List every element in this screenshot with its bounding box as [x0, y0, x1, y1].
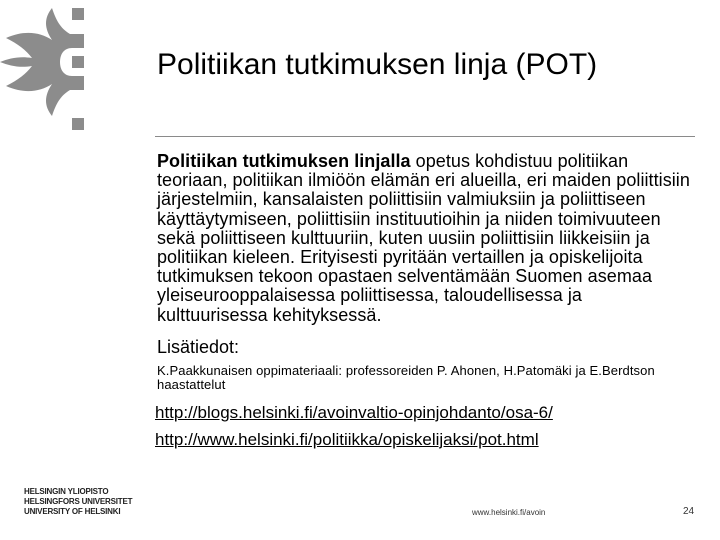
- pot-page-link[interactable]: http://www.helsinki.fi/politiikka/opiskelijaksi/pot.html: [155, 430, 539, 449]
- page-number: 24: [683, 506, 695, 517]
- university-logo-icon: [0, 0, 110, 145]
- reference-note: K.Paakkunaisen oppimateriaali: professoreiden P. Ahonen, H.Patomäki ja E.Berdtson haastattelut: [157, 363, 655, 392]
- slide-title: Politiikan tutkimuksen linja (POT): [157, 48, 598, 81]
- blog-link[interactable]: http://blogs.helsinki.fi/avoinvaltio-opinjohdanto/osa-6/: [155, 403, 553, 422]
- footer-url: www.helsinki.fi/avoin: [472, 508, 546, 517]
- university-name-fi: HELSINGIN YLIOPISTO: [24, 487, 109, 496]
- body-paragraph: opetus kohdistuu politiikan teoriaan, politiikan ilmiöön elämän eri alueilla, eri maiden poliittisiin järjestelmiin, kansalaisten poliittisiin valmiuksiin ja poliittiseen käyttäytymiseen, poliittisiin instituutioihin ja niiden toimivuuteen sekä poliittiseen kulttuuriin, kuten uusiin poliittisiin liikkeisiin ja politiikan kieleen. Erityisesti pyritään vertaillen ja opiskelijoita tutkimuksen tekoon opastaen selventämään Suomen asemaa yleiseurooppalaisessa poliittisessa, taloudellisessa ja kulttuurisessa kehityksessä.: [157, 151, 690, 325]
- more-info-label: Lisätiedot:: [157, 337, 240, 357]
- university-wordmark: [24, 487, 132, 517]
- title-divider: [155, 136, 695, 137]
- body-lead: Politiikan tutkimuksen linjalla: [157, 151, 411, 171]
- university-name-en: UNIVERSITY OF HELSINKI: [24, 507, 121, 516]
- slide-body: [157, 152, 697, 325]
- university-name-sv: HELSINGFORS UNIVERSITET: [24, 497, 133, 506]
